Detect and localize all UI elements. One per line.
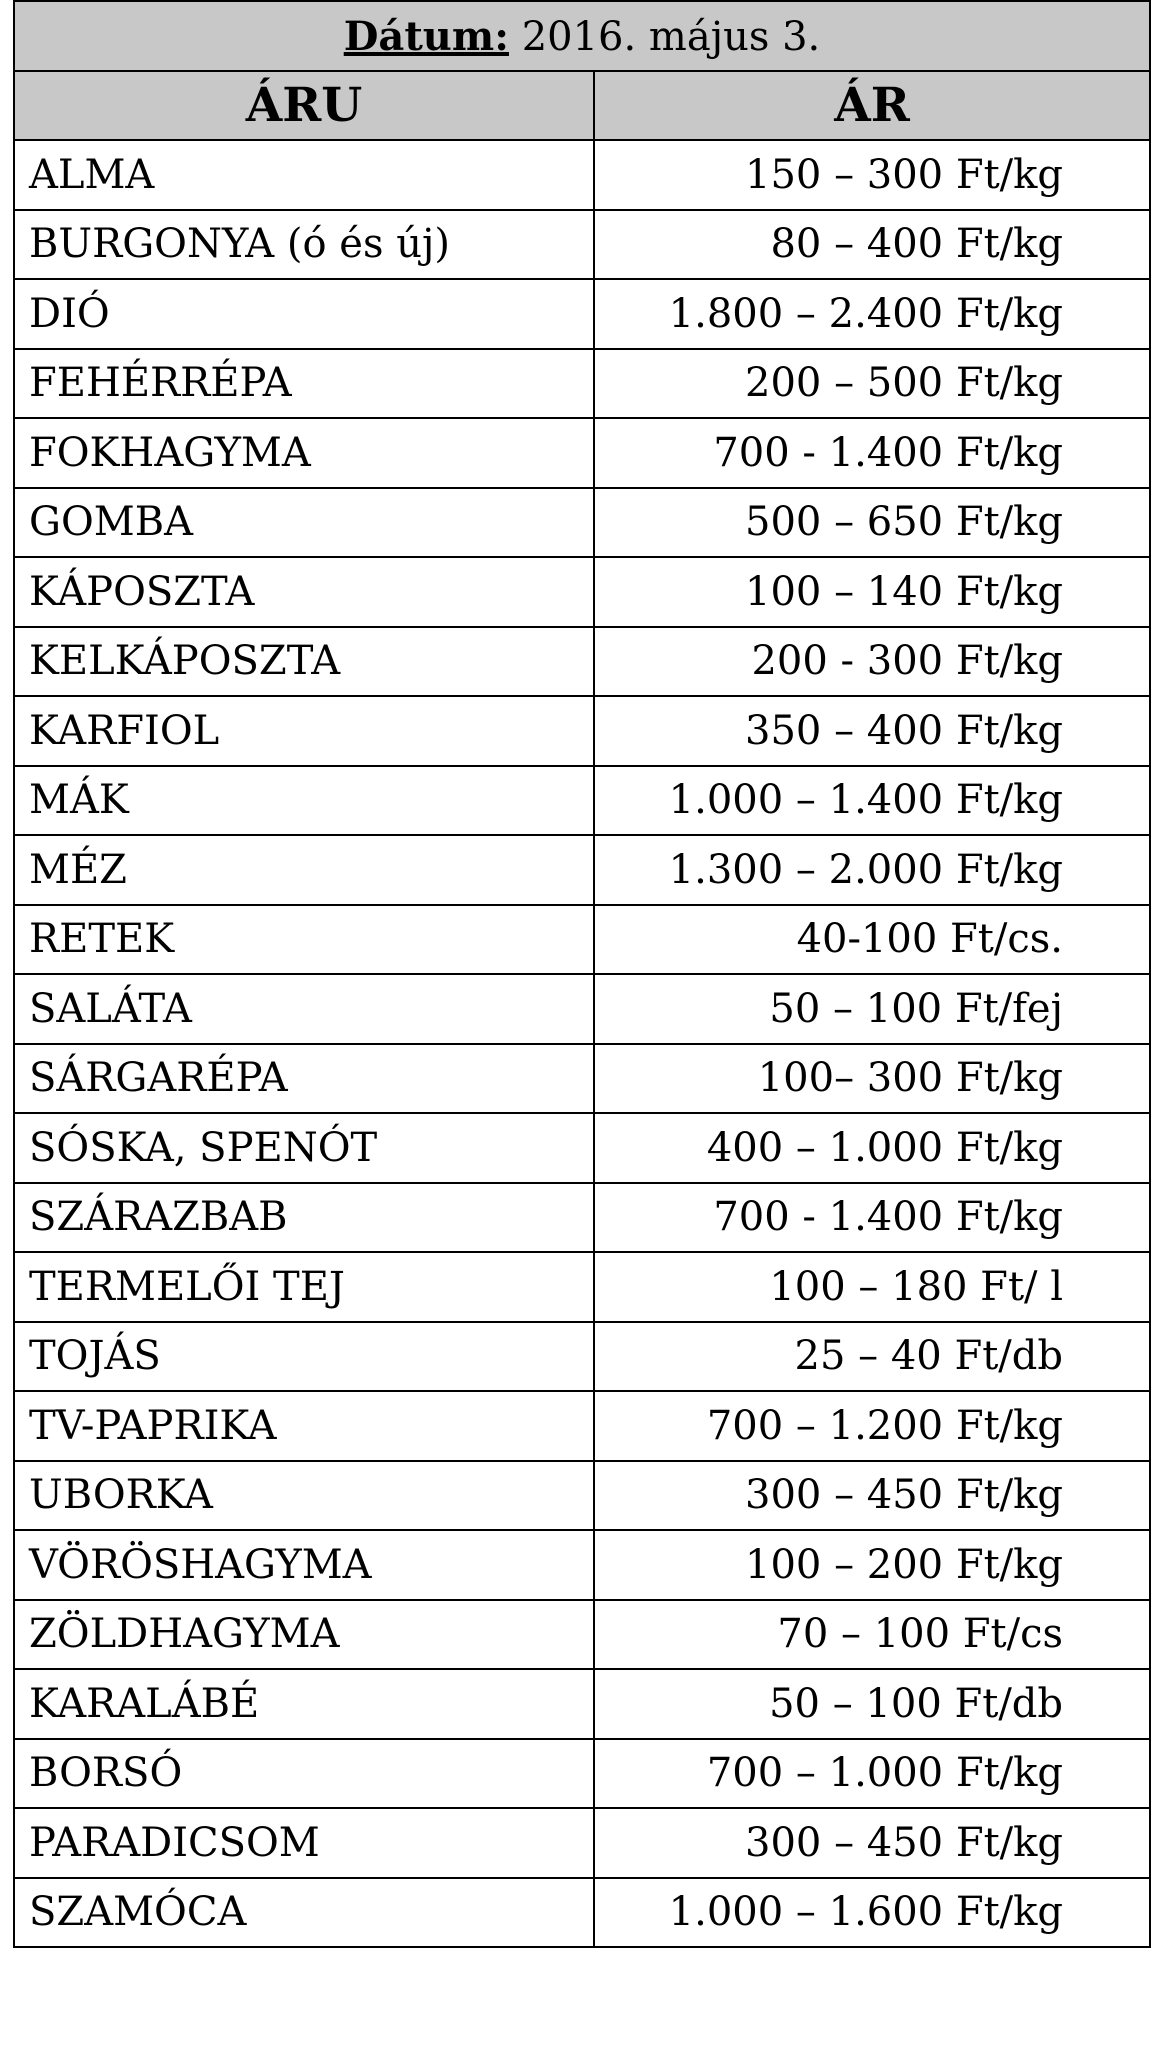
price-cell: 700 – 1.000 Ft/kg: [594, 1739, 1150, 1809]
item-name-cell: MÉZ: [14, 835, 594, 905]
table-row: [14, 1461, 1150, 1531]
table-row: [14, 766, 1150, 836]
header-row: [14, 71, 1150, 140]
item-name-cell: ZÖLDHAGYMA: [14, 1600, 594, 1670]
price-cell: 700 – 1.200 Ft/kg: [594, 1391, 1150, 1461]
item-name-cell: SÁRGARÉPA: [14, 1044, 594, 1114]
table-row: [14, 696, 1150, 766]
price-cell: 1.300 – 2.000 Ft/kg: [594, 835, 1150, 905]
item-name-cell: BURGONYA (ó és új): [14, 210, 594, 280]
item-name-cell: KARALÁBÉ: [14, 1669, 594, 1739]
item-name-cell: RETEK: [14, 905, 594, 975]
price-column-header: ÁR: [594, 71, 1150, 140]
table-row: [14, 1530, 1150, 1600]
item-name-cell: KARFIOL: [14, 696, 594, 766]
table-row: [14, 1878, 1150, 1948]
item-name-cell: SZAMÓCA: [14, 1878, 594, 1948]
table-row: [14, 210, 1150, 280]
table-row: [14, 1391, 1150, 1461]
price-cell: 25 – 40 Ft/db: [594, 1322, 1150, 1392]
table-row: [14, 1739, 1150, 1809]
table-row: [14, 1322, 1150, 1392]
item-name-cell: DIÓ: [14, 279, 594, 349]
price-cell: 50 – 100 Ft/db: [594, 1669, 1150, 1739]
item-name-cell: MÁK: [14, 766, 594, 836]
price-cell: 300 – 450 Ft/kg: [594, 1461, 1150, 1531]
price-cell: 50 – 100 Ft/fej: [594, 974, 1150, 1044]
table-row: [14, 140, 1150, 210]
item-name-cell: SALÁTA: [14, 974, 594, 1044]
table-row: [14, 1252, 1150, 1322]
item-name-cell: BORSÓ: [14, 1739, 594, 1809]
price-cell: 700 - 1.400 Ft/kg: [594, 418, 1150, 488]
item-name-cell: KÁPOSZTA: [14, 557, 594, 627]
price-cell: 200 – 500 Ft/kg: [594, 349, 1150, 419]
table-row: [14, 1044, 1150, 1114]
item-column-header: ÁRU: [14, 71, 594, 140]
table-row: [14, 1113, 1150, 1183]
table-row: [14, 1183, 1150, 1253]
table-row: [14, 974, 1150, 1044]
table-row: [14, 279, 1150, 349]
price-cell: 150 – 300 Ft/kg: [594, 140, 1150, 210]
table-row: [14, 488, 1150, 558]
price-cell: 80 – 400 Ft/kg: [594, 210, 1150, 280]
price-table: [13, 0, 1151, 1948]
date-label: Dátum:: [343, 12, 509, 60]
price-cell: 350 – 400 Ft/kg: [594, 696, 1150, 766]
price-cell: 40-100 Ft/cs.: [594, 905, 1150, 975]
table-row: [14, 1808, 1150, 1878]
item-name-cell: SÓSKA, SPENÓT: [14, 1113, 594, 1183]
item-name-cell: ALMA: [14, 140, 594, 210]
table-row: [14, 1669, 1150, 1739]
table-row: [14, 418, 1150, 488]
price-cell: 70 – 100 Ft/cs: [594, 1600, 1150, 1670]
item-name-cell: UBORKA: [14, 1461, 594, 1531]
price-cell: 100 – 180 Ft/ l: [594, 1252, 1150, 1322]
price-cell: 1.000 – 1.400 Ft/kg: [594, 766, 1150, 836]
item-name-cell: VÖRÖSHAGYMA: [14, 1530, 594, 1600]
price-table-body: [14, 1, 1150, 1947]
price-cell: 100 – 200 Ft/kg: [594, 1530, 1150, 1600]
item-name-cell: KELKÁPOSZTA: [14, 627, 594, 697]
item-name-cell: PARADICSOM: [14, 1808, 594, 1878]
item-name-cell: GOMBA: [14, 488, 594, 558]
price-cell: 1.000 – 1.600 Ft/kg: [594, 1878, 1150, 1948]
price-cell: 500 – 650 Ft/kg: [594, 488, 1150, 558]
price-cell: 400 – 1.000 Ft/kg: [594, 1113, 1150, 1183]
table-row: [14, 905, 1150, 975]
price-cell: 300 – 450 Ft/kg: [594, 1808, 1150, 1878]
item-name-cell: TV-PAPRIKA: [14, 1391, 594, 1461]
table-row: [14, 349, 1150, 419]
table-row: [14, 835, 1150, 905]
item-name-cell: SZÁRAZBAB: [14, 1183, 594, 1253]
item-name-cell: FEHÉRRÉPA: [14, 349, 594, 419]
price-cell: 200 - 300 Ft/kg: [594, 627, 1150, 697]
table-row: [14, 557, 1150, 627]
item-name-cell: FOKHAGYMA: [14, 418, 594, 488]
item-name-cell: TERMELŐI TEJ: [14, 1252, 594, 1322]
item-name-cell: TOJÁS: [14, 1322, 594, 1392]
date-row: [14, 1, 1150, 71]
date-value: 2016. május 3.: [508, 13, 821, 60]
price-cell: 1.800 – 2.400 Ft/kg: [594, 279, 1150, 349]
price-cell: 700 - 1.400 Ft/kg: [594, 1183, 1150, 1253]
date-cell: [14, 1, 1150, 71]
table-row: [14, 1600, 1150, 1670]
price-cell: 100– 300 Ft/kg: [594, 1044, 1150, 1114]
price-cell: 100 – 140 Ft/kg: [594, 557, 1150, 627]
table-row: [14, 627, 1150, 697]
